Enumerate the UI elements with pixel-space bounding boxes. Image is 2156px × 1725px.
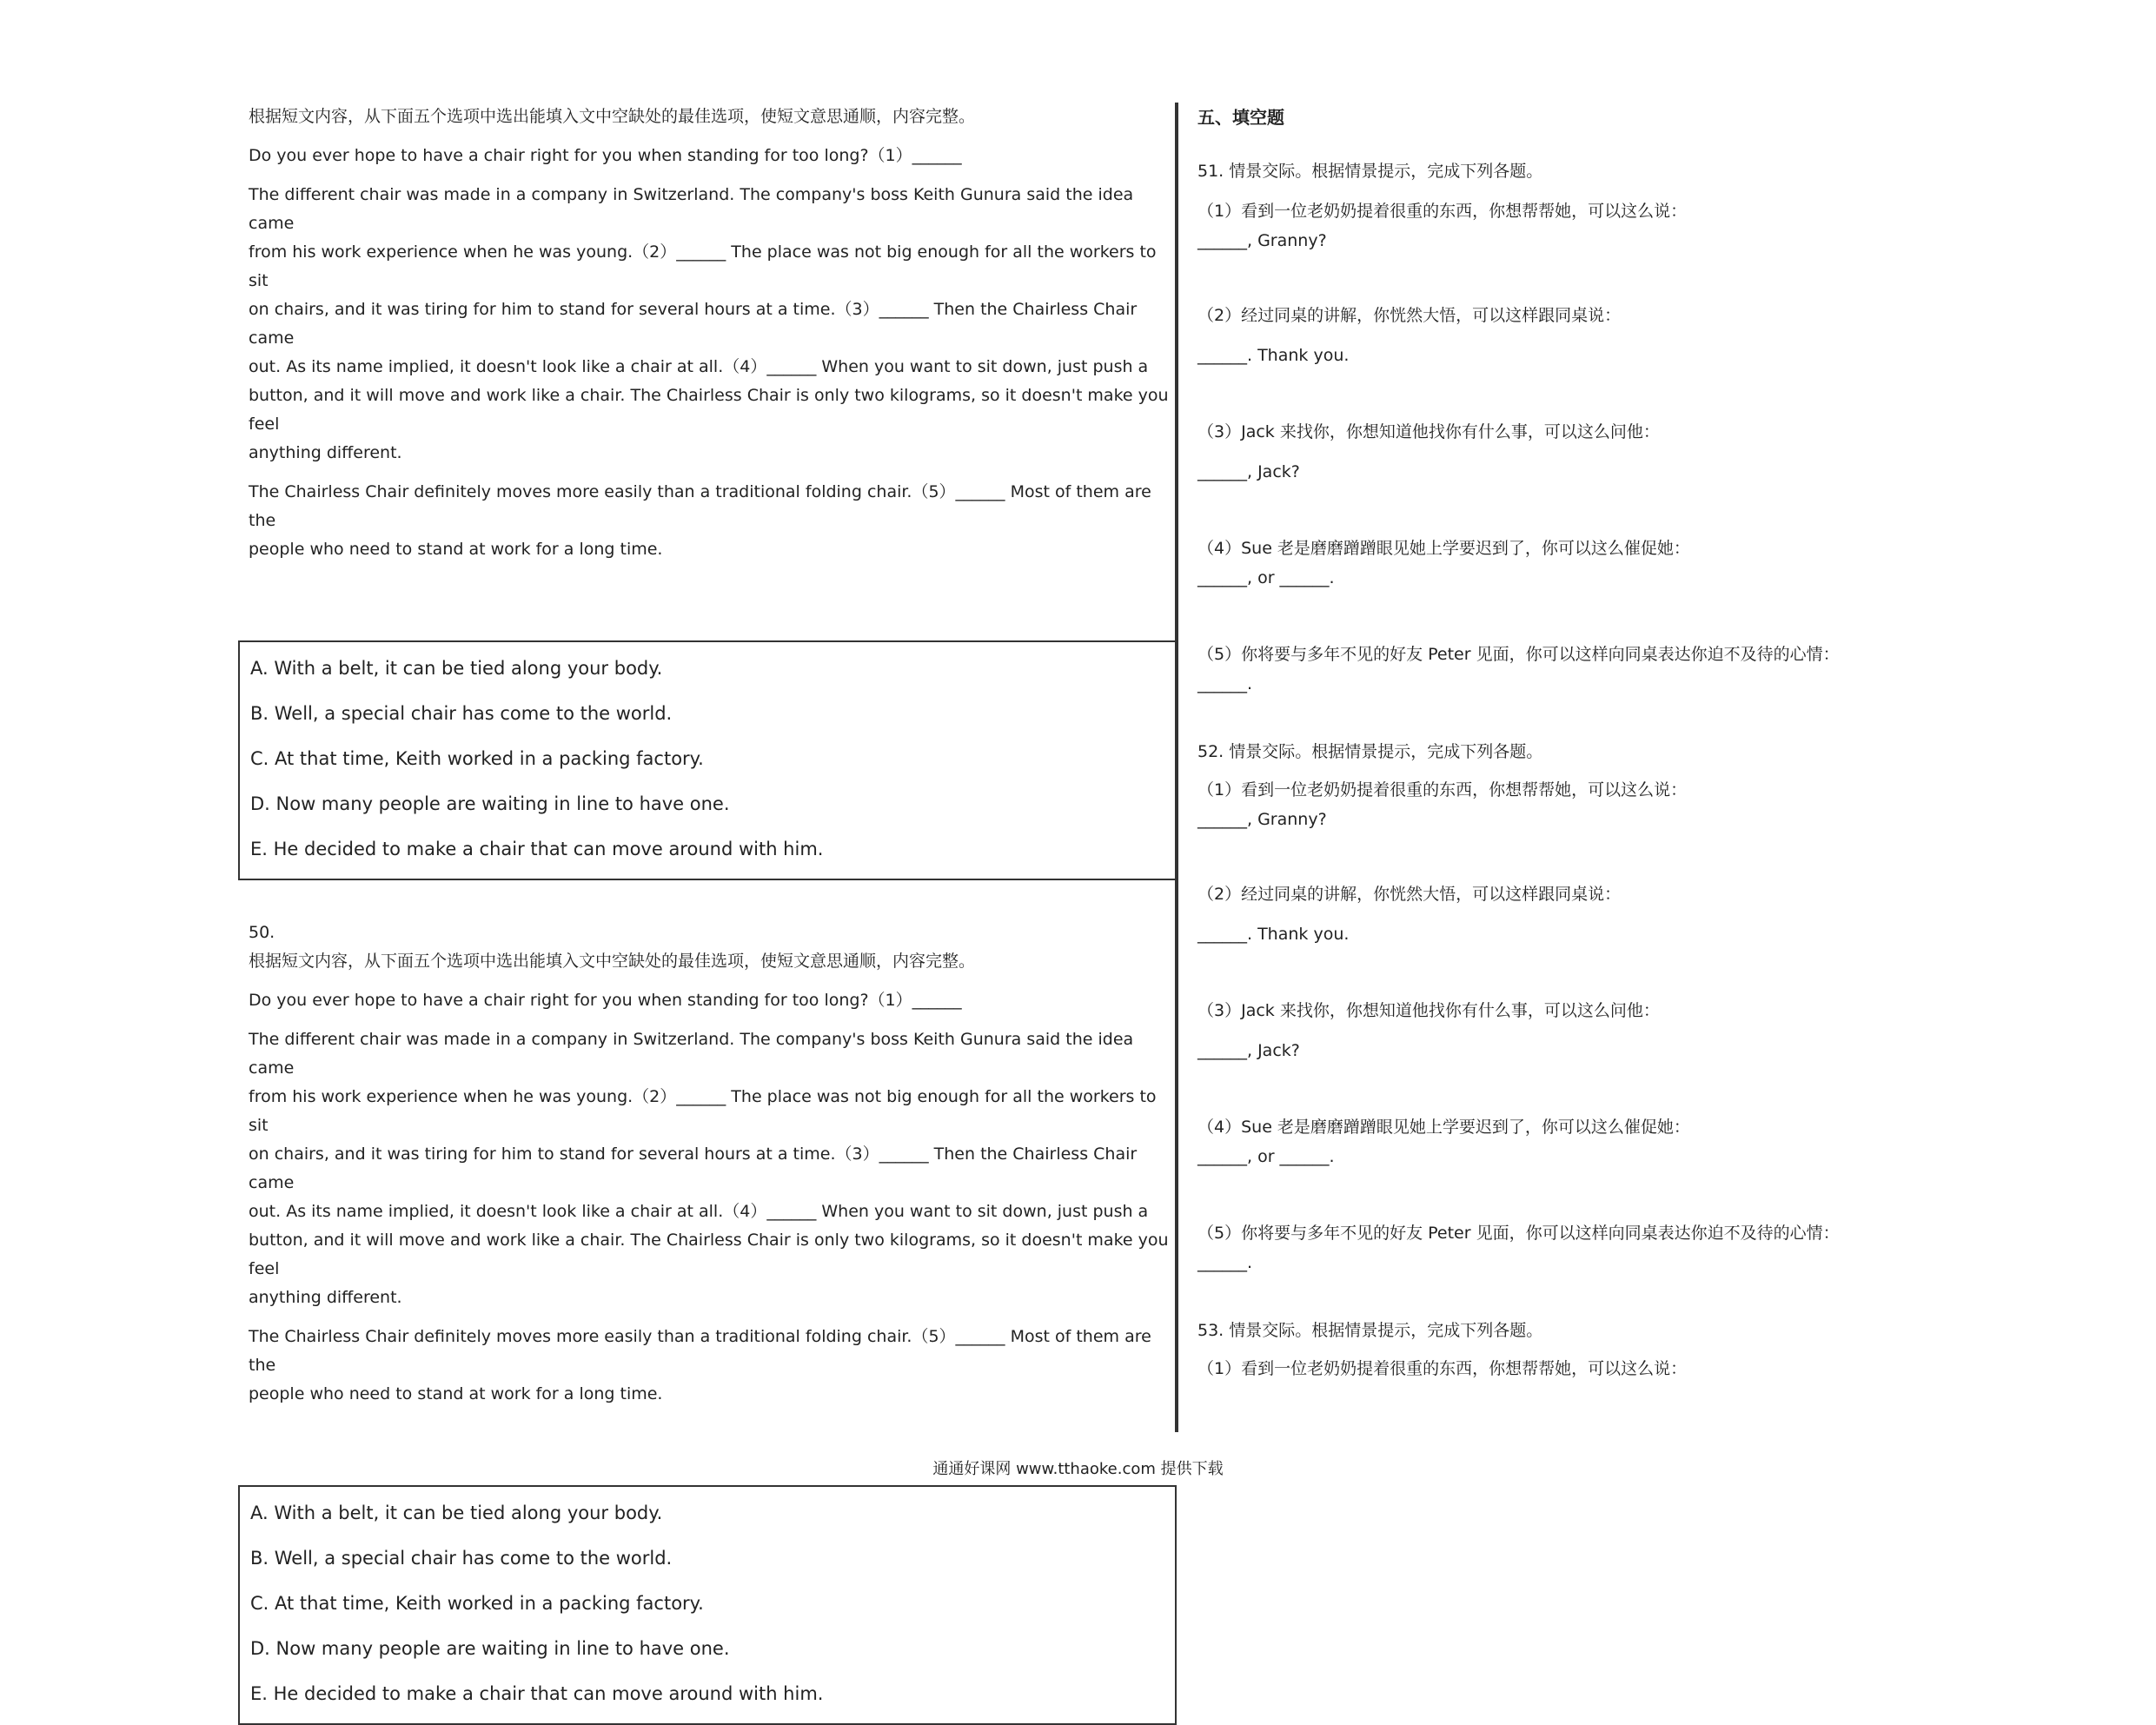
sub-question-2: （2）经过同桌的讲解，你恍然大悟，可以这样跟同桌说： <box>1197 306 1622 325</box>
sub-question-3: （3）Jack 来找你，你想知道他找你有什么事，可以这么问他： <box>1197 1001 1660 1020</box>
question-head <box>1197 1316 2119 1345</box>
passage-block-1 <box>249 103 1170 880</box>
sub-question-1: （1）看到一位老奶奶提着很重的东西，你想帮帮她，可以这么说： <box>1197 1359 1688 1378</box>
passage-paragraph-2 <box>249 1025 1170 1312</box>
passage-line: on chairs, and it was tiring for him to stand for several hours at a time.（3）______ Then the Chairless Chair came <box>249 300 1138 348</box>
page-footer: 通通好课网 www.tthaoke.com 提供下载 <box>932 1460 1224 1478</box>
passage-paragraph-2 <box>249 181 1170 468</box>
passage-line: The Chairless Chair definitely moves more easily than a traditional folding chair.（5）______ Most of them are the <box>249 482 1151 530</box>
option-b: B. Well, a special chair has come to the world. <box>250 1548 673 1569</box>
passage-line: people who need to stand at work for a long time. <box>249 540 663 559</box>
answer-line-1: ______, Granny? <box>1197 810 1327 829</box>
sub-question-4: （4）Sue 老是磨磨蹭蹭眼见她上学要迟到了，你可以这么催促她： <box>1197 539 1690 558</box>
question-53 <box>1197 1316 2119 1383</box>
option-d: D. Now many people are waiting in line to have one. <box>250 1638 730 1659</box>
question-51 <box>1197 156 2119 699</box>
right-column <box>1197 103 2119 1383</box>
sub-question-1: （1）看到一位老奶奶提着很重的东西，你想帮帮她，可以这么说： <box>1197 202 1688 221</box>
question-number: 52. <box>1197 742 1224 761</box>
answer-line-4: ______, or ______. <box>1197 568 1335 587</box>
answer-line-3: ______, Jack? <box>1197 1041 1300 1060</box>
sub-question-3: （3）Jack 来找你，你想知道他找你有什么事，可以这么问他： <box>1197 422 1660 441</box>
answer-line-2: ______. Thank you. <box>1197 346 1350 365</box>
section-title: 五、填空题 <box>1197 107 1284 128</box>
passage-line: out. As its name implied, it doesn't look like a chair at all.（4）______ When you want to sit down, just push a <box>249 357 1149 376</box>
answer-line-1: ______, Granny? <box>1197 231 1327 250</box>
passage-line: on chairs, and it was tiring for him to stand for several hours at a time.（3）______ Then the Chairless Chair came <box>249 1144 1138 1192</box>
passage-line: The different chair was made in a company in Switzerland. The company's boss Keith Gunura said the idea came <box>249 1030 1134 1078</box>
answer-line-4: ______, or ______. <box>1197 1147 1335 1166</box>
answer-line-5: ______. <box>1197 1253 1253 1272</box>
sub-question-5: （5）你将要与多年不见的好友 Peter 见面，你可以这样向同桌表达你迫不及待的心情： <box>1197 645 1840 664</box>
question-stem: 情景交际。根据情景提示，完成下列各题。 <box>1229 1321 1543 1340</box>
sub-question-2: （2）经过同桌的讲解，你恍然大悟，可以这样跟同桌说： <box>1197 885 1622 904</box>
left-column <box>249 103 1170 1725</box>
question-number: 51. <box>1197 162 1224 181</box>
option-c: C. At that time, Keith worked in a packing factory. <box>250 748 704 769</box>
passage-line: button, and it will move and work like a chair. The Chairless Chair is only two kilograms, so it doesn't make you feel <box>249 386 1169 434</box>
option-b: B. Well, a special chair has come to the world. <box>250 703 673 724</box>
question-stem: 情景交际。根据情景提示，完成下列各题。 <box>1229 742 1543 761</box>
option-e: E. He decided to make a chair that can move around with him. <box>250 1683 824 1704</box>
question-number: 53. <box>1197 1321 1224 1340</box>
passage-line: people who need to stand at work for a long time. <box>249 1384 663 1403</box>
option-a: A. With a belt, it can be tied along your body. <box>250 1503 663 1523</box>
sub-question-5: （5）你将要与多年不见的好友 Peter 见面，你可以这样向同桌表达你迫不及待的心情： <box>1197 1224 1840 1243</box>
question-head <box>1197 737 2119 766</box>
passage-line: from his work experience when he was young.（2）______ The place was not big enough for all the workers to sit <box>249 242 1157 290</box>
question-stem: 情景交际。根据情景提示，完成下列各题。 <box>1229 162 1543 181</box>
option-d: D. Now many people are waiting in line to have one. <box>250 793 730 814</box>
question-head <box>1197 156 2119 186</box>
answer-line-5: ______. <box>1197 674 1253 693</box>
answer-line-3: ______, Jack? <box>1197 462 1300 481</box>
passage-line: The Chairless Chair definitely moves more easily than a traditional folding chair.（5）______ Most of them are the <box>249 1327 1151 1375</box>
options-box <box>238 1485 1177 1725</box>
passage-paragraph-1: Do you ever hope to have a chair right for you when standing for too long?（1）______ <box>249 146 962 165</box>
sub-question-4: （4）Sue 老是磨磨蹭蹭眼见她上学要迟到了，你可以这么催促她： <box>1197 1118 1690 1137</box>
passage-instruction: 根据短文内容，从下面五个选项中选出能填入文中空缺处的最佳选项，使短文意思通顺，内容完整。 <box>249 107 976 126</box>
passage-line: anything different. <box>249 443 402 462</box>
passage-line: button, and it will move and work like a chair. The Chairless Chair is only two kilograms, so it doesn't make you feel <box>249 1231 1169 1278</box>
passage-paragraph-3 <box>249 1323 1170 1409</box>
option-a: A. With a belt, it can be tied along your body. <box>250 658 663 679</box>
question-52 <box>1197 737 2119 1277</box>
sub-question-1: （1）看到一位老奶奶提着很重的东西，你想帮帮她，可以这么说： <box>1197 780 1688 799</box>
option-c: C. At that time, Keith worked in a packing factory. <box>250 1593 704 1614</box>
passage-line: out. As its name implied, it doesn't look like a chair at all.（4）______ When you want to sit down, just push a <box>249 1202 1149 1221</box>
passage-paragraph-1: Do you ever hope to have a chair right for you when standing for too long?（1）______ <box>249 991 962 1010</box>
passage-line: The different chair was made in a company in Switzerland. The company's boss Keith Gunura said the idea came <box>249 185 1134 233</box>
options-box <box>238 640 1177 880</box>
answer-line-2: ______. Thank you. <box>1197 925 1350 944</box>
passage-instruction: 根据短文内容，从下面五个选项中选出能填入文中空缺处的最佳选项，使短文意思通顺，内容完整。 <box>249 952 976 971</box>
option-e: E. He decided to make a chair that can move around with him. <box>250 839 824 859</box>
question-50 <box>249 919 1170 1725</box>
passage-line: from his work experience when he was young.（2）______ The place was not big enough for all the workers to sit <box>249 1087 1157 1135</box>
passage-line: anything different. <box>249 1288 402 1307</box>
passage-paragraph-3 <box>249 478 1170 564</box>
question-number: 50. <box>249 923 275 942</box>
column-divider <box>1175 103 1178 1432</box>
